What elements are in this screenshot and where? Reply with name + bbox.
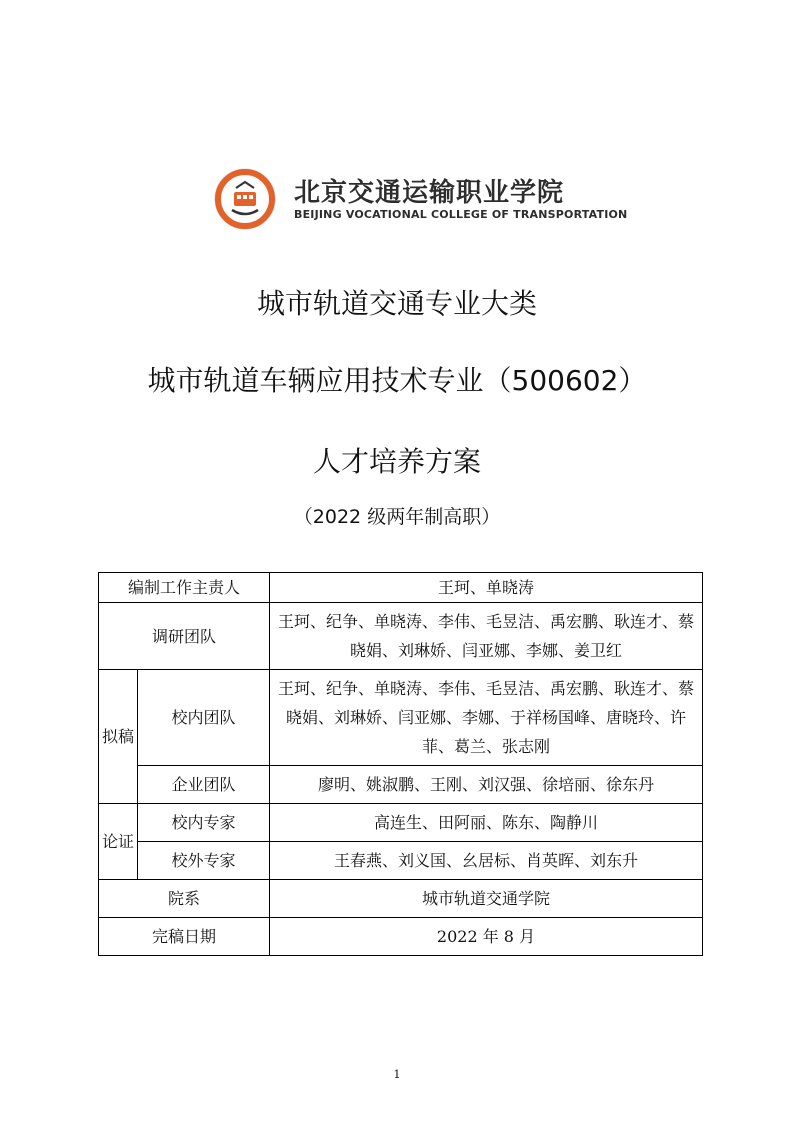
review-group-label: 论证 bbox=[99, 804, 138, 880]
research-label: 调研团队 bbox=[99, 603, 270, 670]
college-name-cn: 北京交通运输职业学院 bbox=[294, 178, 565, 208]
table-row bbox=[99, 766, 703, 804]
major-title: 城市轨道车辆应用技术专业（500602） bbox=[147, 364, 647, 397]
college-emblem-icon bbox=[214, 168, 276, 230]
review-external-label: 校外专家 bbox=[138, 842, 270, 880]
review-internal-label: 校内专家 bbox=[138, 804, 270, 842]
draft-group-label: 拟稿 bbox=[99, 670, 138, 804]
college-logo bbox=[214, 168, 628, 232]
draft-internal-value: 王珂、纪争、单晓涛、李伟、毛昱洁、禹宏鹏、耿连才、蔡晓娟、刘琳娇、闫亚娜、李娜、于祥杨国峰、唐晓玲、许菲、葛兰、张志刚 bbox=[270, 670, 703, 766]
document-title: 人才培养方案 bbox=[312, 445, 481, 478]
table-row bbox=[99, 842, 703, 880]
category-title: 城市轨道交通专业大类 bbox=[256, 287, 537, 320]
date-label: 完稿日期 bbox=[99, 918, 270, 956]
grade-subtitle: （2022 级两年制高职） bbox=[293, 506, 501, 528]
draft-enterprise-value: 廖明、姚淑鹏、王刚、刘汉强、徐培丽、徐东丹 bbox=[270, 766, 703, 804]
table-row bbox=[99, 880, 703, 918]
table-row bbox=[99, 804, 703, 842]
department-label: 院系 bbox=[99, 880, 270, 918]
table-row bbox=[99, 670, 703, 766]
table-row bbox=[99, 918, 703, 956]
college-name-en: BEIJING VOCATIONAL COLLEGE OF TRANSPORTATION bbox=[294, 208, 628, 221]
table-row bbox=[99, 573, 703, 603]
date-value: 2022 年 8 月 bbox=[270, 918, 703, 956]
draft-enterprise-label: 企业团队 bbox=[138, 766, 270, 804]
research-value: 王珂、纪争、单晓涛、李伟、毛昱洁、禹宏鹏、耿连才、蔡晓娟、刘琳娇、闫亚娜、李娜、姜卫红 bbox=[270, 603, 703, 670]
draft-internal-label: 校内团队 bbox=[138, 670, 270, 766]
info-table bbox=[98, 572, 703, 956]
chief-label: 编制工作主责人 bbox=[99, 573, 270, 603]
table-row bbox=[99, 603, 703, 670]
review-internal-value: 高连生、田阿丽、陈东、陶静川 bbox=[270, 804, 703, 842]
department-value: 城市轨道交通学院 bbox=[270, 880, 703, 918]
review-external-value: 王春燕、刘义国、幺居标、肖英晖、刘东升 bbox=[270, 842, 703, 880]
page-number: 1 bbox=[393, 1068, 401, 1081]
chief-value: 王珂、单晓涛 bbox=[270, 573, 703, 603]
